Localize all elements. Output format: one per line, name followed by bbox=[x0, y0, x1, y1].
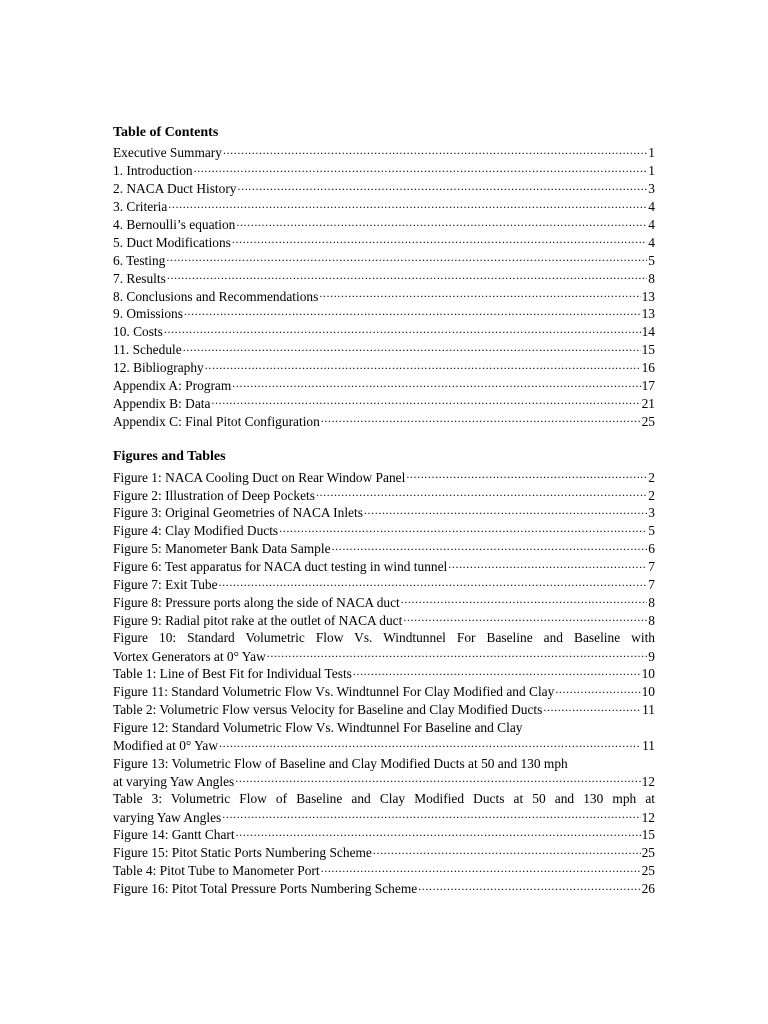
figure-entry-page: 7 bbox=[648, 559, 655, 575]
figure-entry bbox=[113, 737, 655, 755]
figure-entry bbox=[113, 880, 655, 898]
dot-leader bbox=[232, 377, 640, 390]
figure-entry bbox=[113, 647, 655, 665]
dot-leader bbox=[373, 844, 641, 857]
dot-leader bbox=[543, 701, 641, 714]
figure-entry bbox=[113, 504, 655, 522]
toc-entry-page: 1 bbox=[648, 145, 655, 161]
toc-entry-label: 7. Results bbox=[113, 270, 166, 286]
toc-entry-label: 4. Bernoulli’s equation bbox=[113, 216, 236, 232]
toc-entry-label: 3. Criteria bbox=[113, 199, 168, 215]
figure-entry-page: 26 bbox=[641, 881, 655, 897]
figure-entry-label: Figure 15: Pitot Static Ports Numbering Scheme bbox=[113, 845, 372, 861]
dot-leader bbox=[223, 144, 647, 157]
toc-entry-label: 9. Omissions bbox=[113, 306, 183, 322]
dot-leader bbox=[406, 468, 647, 481]
table-entry bbox=[113, 665, 655, 683]
dot-leader bbox=[332, 540, 648, 553]
toc-entry-label: 1. Introduction bbox=[113, 163, 193, 179]
dot-leader bbox=[448, 558, 647, 571]
toc-entry-page: 4 bbox=[648, 199, 655, 215]
figure-entry-label: Figure 16: Pitot Total Pressure Ports Numbering Scheme bbox=[113, 881, 418, 897]
toc-entry-label: 2. NACA Duct History bbox=[113, 181, 237, 197]
figure-entry-label: Modified at 0° Yaw bbox=[113, 738, 219, 753]
table-entry-page: 11 bbox=[642, 702, 655, 718]
figure-entry-label: Figure 14: Gantt Chart bbox=[113, 827, 235, 843]
toc-entry-label: 11. Schedule bbox=[113, 342, 182, 358]
toc-entry-label: 12. Bibliography bbox=[113, 360, 204, 376]
figure-entry bbox=[113, 576, 655, 594]
table-entry-page: 10 bbox=[641, 666, 655, 682]
table-entry-page: 25 bbox=[641, 863, 655, 879]
table-entry-line: Table 3: Volumetric Flow of Baseline and Clay Modified Ducts at 50 and 130 mph at bbox=[113, 791, 655, 807]
toc-entry-label: 5. Duct Modifications bbox=[113, 234, 231, 250]
toc-entry bbox=[113, 180, 655, 198]
figure-entry bbox=[113, 593, 655, 611]
dot-leader bbox=[401, 593, 648, 606]
dot-leader bbox=[555, 683, 640, 696]
toc-entry-label: Appendix A: Program bbox=[113, 377, 232, 393]
table-entry bbox=[113, 862, 655, 880]
toc-entry-page: 5 bbox=[648, 252, 655, 268]
dot-leader bbox=[183, 341, 641, 354]
dot-leader bbox=[319, 287, 640, 300]
figure-entry-label: Figure 5: Manometer Bank Data Sample bbox=[113, 541, 331, 557]
figure-entry-page: 2 bbox=[648, 469, 655, 485]
figure-entry-page: 6 bbox=[648, 541, 655, 557]
toc-entry-page: 25 bbox=[641, 413, 655, 429]
dot-leader bbox=[316, 486, 647, 499]
dot-leader bbox=[232, 233, 647, 246]
toc-entry-page: 1 bbox=[648, 163, 655, 179]
toc-entry-page: 13 bbox=[641, 306, 655, 322]
figures-heading: Figures and Tables bbox=[113, 449, 226, 465]
dot-leader bbox=[236, 216, 647, 229]
dot-leader bbox=[167, 269, 647, 282]
figure-entry bbox=[113, 522, 655, 540]
table-entry bbox=[113, 808, 655, 826]
figure-entry-label: at varying Yaw Angles bbox=[113, 773, 235, 789]
toc-entry bbox=[113, 359, 655, 377]
toc-entry-label: Executive Summary bbox=[113, 145, 222, 161]
dot-leader bbox=[279, 522, 647, 535]
figure-entry-label: Figure 9: Radial pitot rake at the outlet of NACA duct bbox=[113, 612, 403, 628]
figure-entry-line: Figure 10: Standard Volumetric Flow Vs. Windtunnel For Baseline and Baseline with bbox=[113, 630, 655, 646]
toc-entry bbox=[113, 162, 655, 180]
dot-leader bbox=[403, 611, 647, 624]
figure-entry-page: 8 bbox=[648, 594, 655, 610]
toc-entry bbox=[113, 269, 655, 287]
figure-entry bbox=[113, 826, 655, 844]
toc-entry-label: Appendix B: Data bbox=[113, 395, 211, 411]
figure-entry-page: 11 bbox=[642, 738, 655, 753]
table-entry-label: Table 1: Line of Best Fit for Individual Tests bbox=[113, 666, 352, 682]
dot-leader bbox=[364, 504, 647, 517]
figure-entry bbox=[113, 558, 655, 576]
figure-entry bbox=[113, 683, 655, 701]
toc-entry-label: 6. Testing bbox=[113, 252, 166, 268]
toc-entry-page: 21 bbox=[641, 395, 655, 411]
figure-entry bbox=[113, 486, 655, 504]
table-entry-label: Table 2: Volumetric Flow versus Velocity for Baseline and Clay Modified Ducts bbox=[113, 702, 543, 718]
figure-entry bbox=[113, 540, 655, 558]
figure-entry-label: Vortex Generators at 0° Yaw bbox=[113, 648, 266, 664]
table-entry-label: varying Yaw Angles bbox=[113, 809, 222, 825]
dot-leader bbox=[236, 826, 641, 839]
table-entry-label: Table 4: Pitot Tube to Manometer Port bbox=[113, 863, 320, 879]
figure-entry-page: 2 bbox=[648, 487, 655, 503]
dot-leader bbox=[184, 305, 641, 318]
dot-leader bbox=[219, 576, 648, 589]
toc-entry-label: 10. Costs bbox=[113, 324, 163, 340]
table-entry bbox=[113, 701, 655, 719]
dot-leader bbox=[418, 880, 640, 893]
toc-entry bbox=[113, 412, 655, 430]
figure-entry-label: Figure 1: NACA Cooling Duct on Rear Window Panel bbox=[113, 469, 406, 485]
dot-leader bbox=[267, 647, 648, 660]
dot-leader bbox=[211, 394, 640, 407]
figure-entry-page: 12 bbox=[641, 773, 655, 789]
figure-entry-line: Figure 12: Standard Volumetric Flow Vs. Windtunnel For Baseline and Clay bbox=[113, 719, 523, 735]
toc-entry bbox=[113, 144, 655, 162]
document-page bbox=[113, 124, 655, 898]
figure-entry-page: 10 bbox=[641, 684, 655, 700]
dot-leader bbox=[238, 180, 648, 193]
toc-entry bbox=[113, 233, 655, 251]
figure-entry-page: 15 bbox=[641, 827, 655, 843]
figure-entry-page: 9 bbox=[648, 648, 655, 664]
figure-entry-label: Figure 4: Clay Modified Ducts bbox=[113, 523, 279, 539]
toc-entry-label: 8. Conclusions and Recommendations bbox=[113, 288, 319, 304]
toc-entry-page: 8 bbox=[648, 270, 655, 286]
toc-entry-page: 4 bbox=[648, 216, 655, 232]
figure-entry-page: 25 bbox=[641, 845, 655, 861]
dot-leader bbox=[168, 198, 647, 211]
toc-entry-page: 17 bbox=[641, 377, 655, 393]
toc-entry bbox=[113, 377, 655, 395]
figure-entry-label: Figure 6: Test apparatus for NACA duct testing in wind tunnel bbox=[113, 559, 448, 575]
toc-entry-page: 15 bbox=[641, 342, 655, 358]
dot-leader bbox=[164, 323, 641, 336]
toc-entry bbox=[113, 341, 655, 359]
dot-leader bbox=[222, 808, 640, 821]
figure-entry-label: Figure 2: Illustration of Deep Pockets bbox=[113, 487, 315, 503]
figure-entry bbox=[113, 468, 655, 486]
figure-entry-line: Figure 13: Volumetric Flow of Baseline and Clay Modified Ducts at 50 and 130 mph bbox=[113, 755, 568, 771]
figure-entry bbox=[113, 844, 655, 862]
toc-entry-page: 16 bbox=[641, 360, 655, 376]
toc-entry bbox=[113, 216, 655, 234]
toc-entry-page: 13 bbox=[641, 288, 655, 304]
figure-entry-label: Figure 3: Original Geometries of NACA Inlets bbox=[113, 505, 363, 521]
figure-entry bbox=[113, 772, 655, 790]
dot-leader bbox=[321, 862, 641, 875]
toc-entry bbox=[113, 287, 655, 305]
figure-entry-page: 3 bbox=[648, 505, 655, 521]
dot-leader bbox=[166, 251, 647, 264]
toc-entry bbox=[113, 251, 655, 269]
toc-entry-page: 3 bbox=[648, 181, 655, 197]
dot-leader bbox=[219, 737, 641, 750]
dot-leader bbox=[353, 665, 641, 678]
toc-entry-label: Appendix C: Final Pitot Configuration bbox=[113, 413, 320, 429]
toc-entry bbox=[113, 394, 655, 412]
toc-entry bbox=[113, 198, 655, 216]
dot-leader bbox=[321, 412, 641, 425]
table-entry-page: 12 bbox=[641, 809, 655, 825]
toc-entry-page: 4 bbox=[648, 234, 655, 250]
figure-entry bbox=[113, 611, 655, 629]
dot-leader bbox=[235, 772, 640, 785]
toc-entry-page: 14 bbox=[641, 324, 655, 340]
toc-entry bbox=[113, 305, 655, 323]
figure-entry-page: 8 bbox=[648, 612, 655, 628]
figure-entry-page: 5 bbox=[648, 523, 655, 539]
figure-entry-label: Figure 7: Exit Tube bbox=[113, 576, 218, 592]
toc-heading: Table of Contents bbox=[113, 125, 219, 140]
figure-entry-label: Figure 11: Standard Volumetric Flow Vs. Windtunnel For Clay Modified and Clay bbox=[113, 684, 555, 700]
dot-leader bbox=[194, 162, 648, 175]
figure-entry-page: 7 bbox=[648, 576, 655, 592]
dot-leader bbox=[205, 359, 641, 372]
figure-entry-label: Figure 8: Pressure ports along the side of NACA duct bbox=[113, 594, 400, 610]
toc-entry bbox=[113, 323, 655, 341]
section-gap bbox=[113, 430, 655, 448]
